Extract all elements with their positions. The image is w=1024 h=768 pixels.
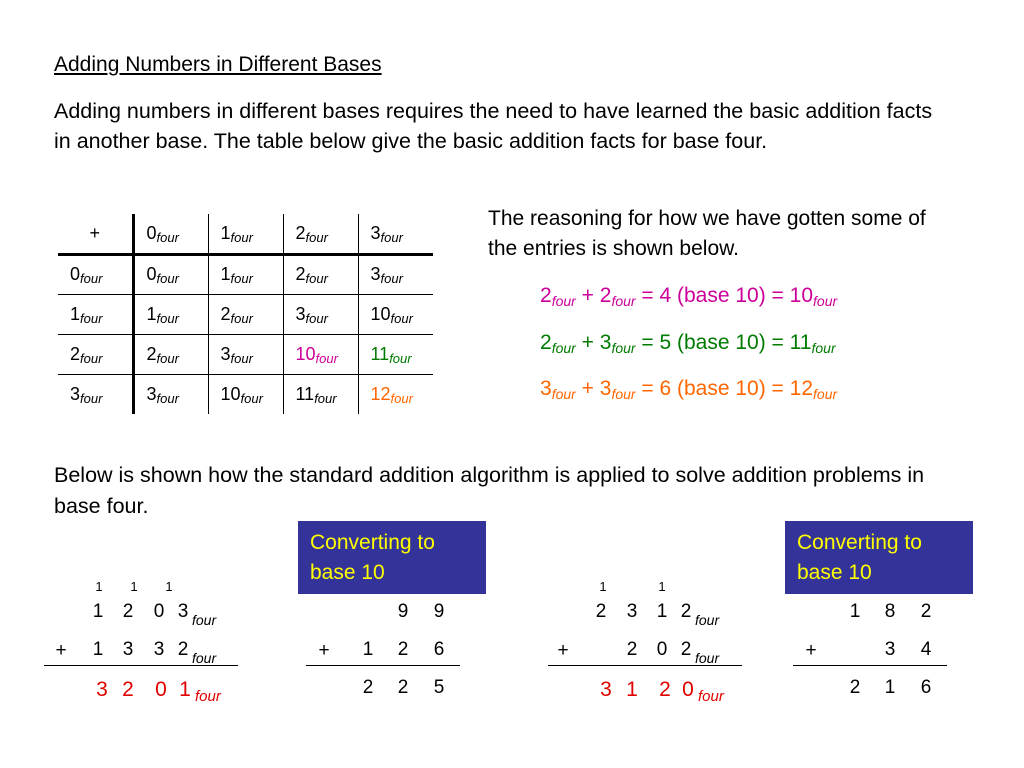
table-cell: $10_{four}$: [208, 374, 283, 414]
digit: 2: [122, 601, 134, 622]
carry-digit: 1: [95, 579, 103, 594]
digit: 1: [92, 601, 104, 622]
table-cell: $1_{four}$: [133, 294, 208, 334]
sum-line: [548, 665, 742, 666]
table-cell-highlight-magenta: $10_{four}$: [283, 334, 358, 374]
digit: 9: [397, 601, 409, 622]
algorithm-intro-text: Below is shown how the standard addition algorithm is applied to solve addition problems in base four.: [54, 463, 925, 518]
base-subscript: four: [192, 650, 217, 666]
table-cell: $3_{four}$: [208, 334, 283, 374]
digit: 6: [433, 639, 445, 660]
digit: 6: [920, 677, 932, 698]
digit: 1: [884, 677, 896, 698]
digit: 3: [122, 639, 134, 660]
digit: 0: [153, 601, 165, 622]
digit: 0: [656, 639, 668, 660]
table-header-cell: $1_{four}$: [208, 214, 283, 254]
plus-sign: +: [318, 640, 330, 661]
result-digit: 2: [122, 678, 134, 701]
digit: 2: [920, 601, 932, 622]
fact-line-2-plus-2: $2_{four} + 2_{four} = 4$ (base $10) = 10_{four}$: [540, 284, 838, 309]
digit: 1: [849, 601, 861, 622]
base-subscript: four: [195, 688, 221, 705]
converting-label-box: Converting to base 10: [298, 521, 486, 594]
table-row-label: $3_{four}$: [58, 374, 133, 414]
digit: 2: [595, 601, 607, 622]
digit: 5: [433, 677, 445, 698]
digit: 3: [884, 639, 896, 660]
result-digit: 0: [682, 678, 694, 701]
table-row-label: $2_{four}$: [58, 334, 133, 374]
carry-digit: 1: [130, 579, 138, 594]
result-digit: 1: [626, 678, 638, 701]
digit: 2: [397, 677, 409, 698]
reasoning-text: The reasoning for how we have gotten some of the entries is shown below.: [488, 207, 926, 260]
plus-sign: +: [805, 640, 817, 661]
table-row-label: $1_{four}$: [58, 294, 133, 334]
result-digit: 2: [659, 678, 671, 701]
sum-line: [306, 665, 460, 666]
plus-sign: +: [55, 640, 67, 661]
fact-line-2-plus-3: $2_{four} + 3_{four} = 5$ (base $10) = 11_{four}$: [540, 331, 836, 356]
table-row: [58, 294, 433, 334]
table-cell: $0_{four}$: [133, 254, 208, 294]
digit: 2: [397, 639, 409, 660]
digit: 1: [362, 639, 374, 660]
digit: 2: [849, 677, 861, 698]
table-row: [58, 334, 433, 374]
table-header-cell: $3_{four}$: [358, 214, 433, 254]
converting-label-box: Converting to base 10: [785, 521, 973, 594]
sum-line: [793, 665, 947, 666]
result-digit: 1: [179, 678, 191, 701]
table-header-row: [58, 214, 433, 254]
table-cell: $1_{four}$: [208, 254, 283, 294]
carry-digit: 1: [599, 579, 607, 594]
base-subscript: four: [695, 612, 720, 628]
digit: 2: [680, 601, 692, 622]
table-header-cell: $0_{four}$: [133, 214, 208, 254]
table-cell-highlight-green: $11_{four}$: [358, 334, 433, 374]
carry-digit: 1: [165, 579, 173, 594]
table-cell: $11_{four}$: [283, 374, 358, 414]
table-corner-plus: +: [58, 214, 133, 254]
digit: 1: [656, 601, 668, 622]
digit: 2: [362, 677, 374, 698]
table-row: [58, 374, 433, 414]
intro-paragraph: Adding numbers in different bases requires the need to have learned the basic addition facts in another base. The table below give the basic addition facts for base four.: [54, 99, 933, 153]
digit: 3: [153, 639, 165, 660]
page-title: Adding Numbers in Different Bases: [54, 53, 382, 76]
table-cell-highlight-orange: $12_{four}$: [358, 374, 433, 414]
table-cell: $3_{four}$: [133, 374, 208, 414]
table-cell: $10_{four}$: [358, 294, 433, 334]
base-subscript: four: [695, 650, 720, 666]
addition-table: [58, 214, 433, 414]
sum-line: [44, 665, 238, 666]
digit: 2: [626, 639, 638, 660]
digit: 2: [177, 639, 189, 660]
digit: 9: [433, 601, 445, 622]
result-digit: 3: [600, 678, 612, 701]
table-cell: $2_{four}$: [208, 294, 283, 334]
carry-digit: 1: [658, 579, 666, 594]
result-digit: 3: [96, 678, 108, 701]
digit: 8: [884, 601, 896, 622]
base-subscript: four: [192, 612, 217, 628]
digit: 2: [680, 639, 692, 660]
table-cell: $3_{four}$: [370, 264, 403, 286]
table-cell: $2_{four}$: [133, 334, 208, 374]
digit: 4: [920, 639, 932, 660]
table-cell: $3_{four}$: [283, 294, 358, 334]
base-subscript: four: [698, 688, 724, 705]
digit: 3: [177, 601, 189, 622]
result-digit: 0: [155, 678, 167, 701]
fact-line-3-plus-3: $3_{four} + 3_{four} = 6$ (base $10) = 12_{four}$: [540, 377, 838, 402]
table-row-label: $0_{four}$: [58, 254, 133, 294]
table-cell: $2_{four}$: [283, 254, 358, 294]
table-header-cell: $2_{four}$: [283, 214, 358, 254]
table-row: [58, 254, 433, 294]
digit: 1: [92, 639, 104, 660]
digit: 3: [626, 601, 638, 622]
plus-sign: +: [557, 640, 569, 661]
